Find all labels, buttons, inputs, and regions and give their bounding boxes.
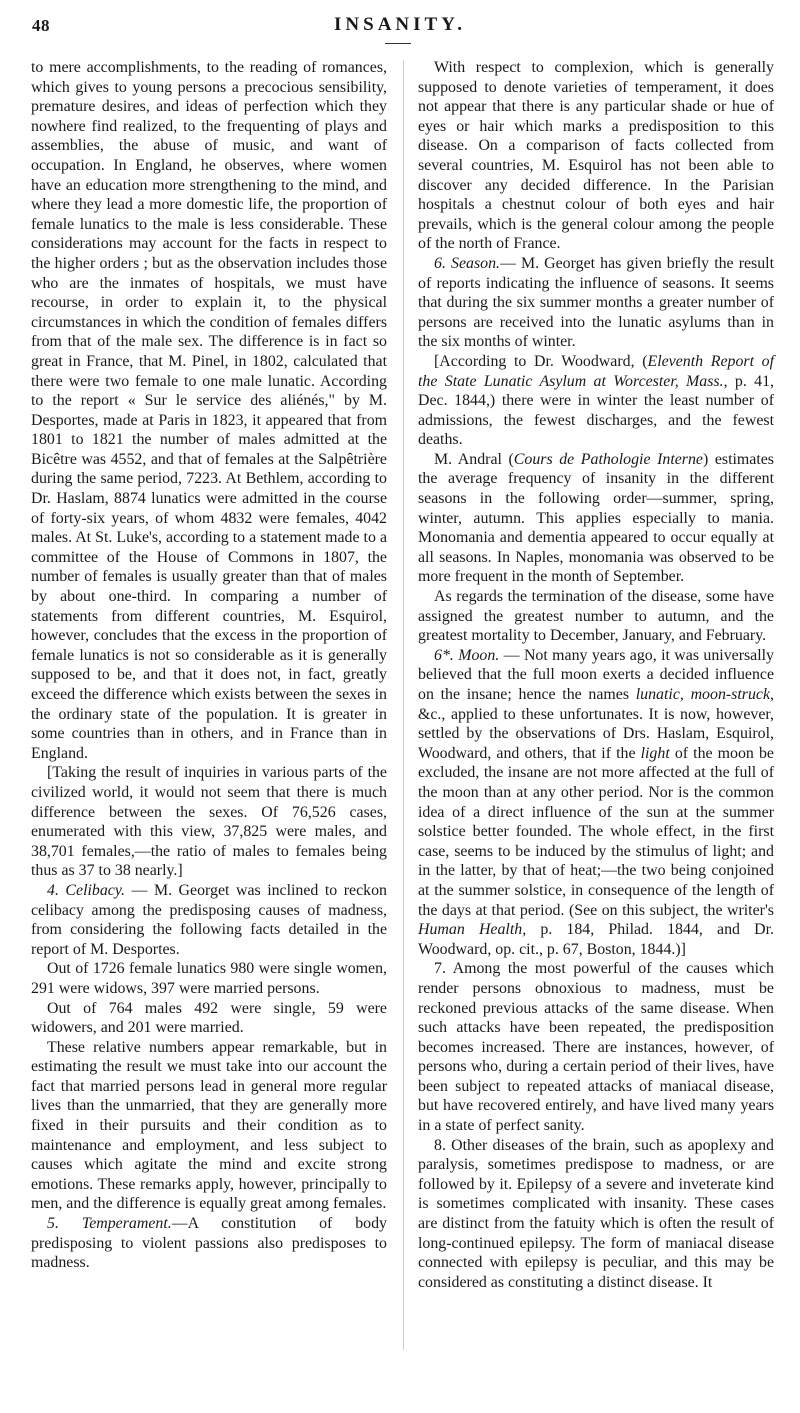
running-title: INSANITY.: [334, 14, 466, 35]
paragraph: [418, 352, 774, 450]
paragraph: With respect to complexion, which is generally supposed to denote varieties of temperament, it does not appear that there is any particular shade or hue of eyes or hair which marks a predisposition to this disease. On a comparison of facts collected from several countries, M. Esquirol has not been able to discover any decided difference. In the Parisian hospitals a chestnut colour of both eyes and hair prevails, which is the general colour among the people of the north of France.: [418, 59, 774, 253]
paragraph: [31, 1214, 387, 1273]
paragraph-text: [According to Dr. Woodward, (: [434, 352, 648, 370]
paragraph-text: —A constitution of body predisposing to violent passions also predisposes to madness.: [31, 1215, 387, 1272]
left-column: [31, 58, 387, 1273]
paragraph-text: ) estimates the average frequency of insanity in the different seasons in the following order—summer, spring, winter, autumn. This applies especially to mania. Monomania and dementia appeared to occur equally at all seasons. In Naples, monomania was observed to be more frequent in the month of September.: [418, 450, 774, 586]
paragraph: [Taking the result of inquiries in various parts of the civilized world, it would not seem that there is much difference between the sexes. Of 76,526 cases, enumerated with this view, 37,825 were males, and 38,701 females,—the ratio of males to females being thus as 37 to 38 nearly.]: [31, 764, 387, 880]
paragraph: [418, 646, 774, 960]
emphasis-text: light: [640, 744, 670, 762]
right-column: [418, 58, 774, 1292]
paragraph: [31, 881, 387, 959]
paragraph: to mere accomplishments, to the reading of romances, which gives to young persons a precocious sensibility, premature desires, and ideas of perfection which they nowhere find realized, to the frequenting of plays and assemblies, the abuse of music, and want of occupation. In England, he observes, where women have an education more strengthening to the mind, and where they lead a more domestic life, the proportion of female lunatics to the male is less considerable. These considerations may account for the facts in respect to the higher orders ; but as the observation includes those who are the inmates of hospitals, we must have recourse, in order to explain it, to the physical circumstances in which the condition of females differs from that of the male sex. The difference is in fact so great in France, that M. Pinel, in 1802, calculated that there were two female to one male lunatic. According to the report « Sur le service des aliénés," by M. Desportes, made at Paris in 1823, it appeared that from 1801 to 1821 the number of males admitted at the Bicêtre was 4552, and that of females at the Salpêtrière during the same period, 7223. At Bethlem, according to Dr. Haslam, 8874 lunatics were admitted in the course of forty-six years, of whom 4832 were females, 4042 males. At St. Luke's, according to a statement made to a committee of the House of Commons in 1807, the number of females is usually greater than that of males by about one-third. In comparing a number of statements from different countries, M. Esquirol, however, concludes that the excess in the proportion of female lunatics is not so considerable as it is generally supposed to be, and that it does not, in fact, greatly exceed the difference which exists between the sexes in the ordinary state of the population. It is greater in some countries than in others, and in France than in England.: [31, 59, 387, 762]
paragraph-text: M. Andral (: [434, 450, 514, 468]
paragraph: [418, 450, 774, 587]
column-divider: [403, 60, 404, 1350]
paragraph-text: of the moon be excluded, the insane are not more affected at the full of the moon than at any other period. Nor is the common idea of a direct influence of the sun at the summer solstice better founded. The whole effect, in the first case, seems to be induced by the stimulus of light; and in the latter, by that of heat;—the two being conjoined at the summer solstice, in consequence of the length of the days at that period. (See on this subject, the writer's: [418, 744, 774, 919]
paragraph: [418, 254, 774, 352]
page-number: 48: [32, 16, 50, 35]
section-heading: 6*. Moon.: [434, 646, 500, 664]
emphasis-text: lunatic, moon-struck,: [635, 686, 774, 703]
citation-title: Human Health,: [418, 921, 527, 939]
paragraph-text: p. 184, Philad. 1844, and Dr. Woodward, op. cit., p. 67, Boston, 1844.)]: [418, 921, 774, 958]
paragraph: As regards the termination of the disease, some have assigned the greatest number to autumn, and the greatest mortality to December, January, and February.: [418, 588, 774, 645]
paragraph: 7. Among the most powerful of the causes which render persons obnoxious to madness, must be reckoned previous attacks of the same disease. When such attacks have been repeated, the predisposition becomes increased. There are instances, however, of persons who, during a certain period of their lives, have been subject to repeated attacks of maniacal disease, but have recovered entirely, and have lived many years in a state of perfect sanity.: [418, 960, 774, 1135]
paragraph: These relative numbers appear remarkable, but in estimating the result we must take into our account the fact that married persons lead in general more regular lives than the unmarried, that they are generally more fixed in their pursuits and their condition as to maintenance and employment, and less subject to causes which agitate the mind and excite strong emotions. These remarks apply, however, principally to men, and the difference is equally great among females.: [31, 1038, 387, 1213]
citation-title: Cours de Pathologie Interne: [513, 450, 703, 468]
citation-title: Eleventh Report of the State Lunatic Asylum at Worcester, Mass.: [418, 352, 774, 390]
paragraph-text: , p. 41, Dec. 1844,) there were in winter the least number of admissions, the fewest discharges, and the fewest deaths.: [418, 372, 774, 449]
paragraph-text: — M. Georget has given briefly the result of reports indicating the influence of seasons. It seems that during the six summer months a greater number of persons are received into the lunatic asylums than in the six months of winter.: [418, 254, 774, 351]
paragraph: 8. Other diseases of the brain, such as apoplexy and paralysis, sometimes predispose to madness, or are followed by it. Epilepsy of a severe and inveterate kind is sometimes complicated with insanity. These cases are distinct from the fatuity which is often the result of long-continued epilepsy. The form of maniacal disease connected with epilepsy is peculiar, and this may be considered as constituting a distinct disease. It: [418, 1136, 774, 1291]
section-heading: 4. Celibacy.: [47, 881, 126, 899]
section-heading: 6. Season.: [434, 254, 500, 272]
paragraph-text: — M. Georget was inclined to reckon celibacy among the predisposing causes of madness, from considering the following facts detailed in the report of M. Desportes.: [31, 881, 388, 958]
paragraph: Out of 1726 female lunatics 980 were single women, 291 were widows, 397 were married persons.: [31, 960, 387, 997]
header-ornament: [385, 43, 411, 44]
paragraph-text: &c., applied to these unfortunates. It is now, however, settled by the observations of Drs. Haslam, Esquirol, Woodward, and others, that if the: [418, 705, 774, 762]
section-heading: 5. Temperament.: [47, 1215, 172, 1233]
paragraph-text: — Not many years ago, it was universally believed that the full moon exerts a decided influence on the insane; hence the names: [418, 646, 774, 703]
paragraph: Out of 764 males 492 were single, 59 were widowers, and 201 were married.: [31, 999, 387, 1037]
